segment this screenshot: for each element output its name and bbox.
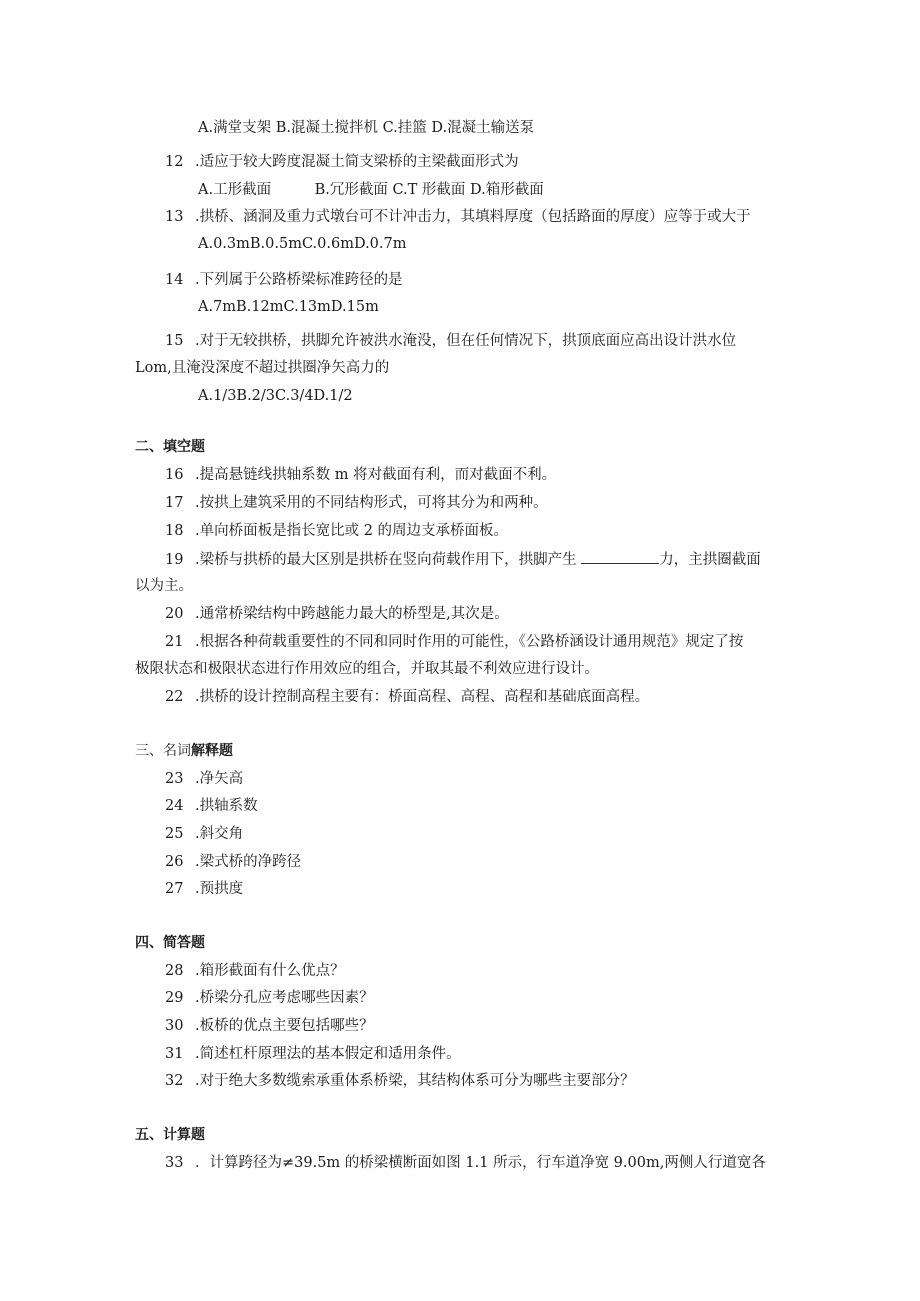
question-text: .板桥的优点主要包括哪些？ xyxy=(195,1018,374,1034)
question-13 xyxy=(165,207,751,227)
question-number: 27 xyxy=(165,881,184,897)
question-25 xyxy=(165,824,243,844)
question-27 xyxy=(165,879,243,899)
question-number: 18 xyxy=(165,523,184,539)
question-text: .提高悬链线拱轴系数 m 将对截面有利，而对截面不利。 xyxy=(195,467,557,483)
question-text: .下列属于公路桥梁标准跨径的是 xyxy=(195,272,403,288)
question-16 xyxy=(165,465,556,485)
q11-options: A.满堂支架 B.混凝土搅拌机 C.挂篮 D.混凝土输送泵 xyxy=(198,120,535,136)
question-number: 21 xyxy=(165,634,184,650)
q13-options: A.0.3mB.0.5mC.0.6mD.0.7m xyxy=(198,236,407,252)
section-heading-calculation: 五、计算题 xyxy=(135,1127,205,1143)
question-15-continued: Lom,且淹没深度不超过拱圈净矢高力的 xyxy=(135,360,390,376)
question-20 xyxy=(165,604,509,624)
question-number: 13 xyxy=(165,209,184,225)
question-text: .拱轴系数 xyxy=(195,798,258,814)
question-text: .拱桥的设计控制高程主要有：桥面高程、高程、高程和基础底面高程。 xyxy=(195,689,650,705)
question-23 xyxy=(165,769,243,789)
section-heading-part: 三、名词 xyxy=(135,743,191,759)
question-14 xyxy=(165,270,403,290)
q14-options: A.7mB.12mC.13mD.15m xyxy=(198,299,379,315)
question-text: .净矢高 xyxy=(195,771,244,787)
question-number: 25 xyxy=(165,826,184,842)
question-33 xyxy=(165,1153,766,1173)
question-number: 19 xyxy=(165,552,184,568)
question-text: .桥梁分孔应考虑哪些因素？ xyxy=(195,990,374,1006)
question-text: .根据各种荷载重要性的不同和同时作用的可能性，《公路桥涵设计通用规范》规定了按 xyxy=(195,634,744,650)
section-heading-terms xyxy=(135,741,233,761)
question-text: .梁桥与拱桥的最大区别是拱桥在竖向荷载作用下，拱脚产生 xyxy=(195,552,582,568)
question-text: .对于无较拱桥，拱脚允许被洪水淹没，但在任何情况下，拱顶底面应高出设计洪水位 xyxy=(195,333,737,349)
q12-options: A.工形截面 B.冗形截面 C.T 形截面 D.箱形截面 xyxy=(198,182,544,198)
question-32 xyxy=(165,1071,635,1091)
question-28 xyxy=(165,961,345,981)
question-26 xyxy=(165,852,301,872)
question-17 xyxy=(165,493,548,513)
question-number: 24 xyxy=(165,798,184,814)
question-15 xyxy=(165,331,736,351)
question-number: 31 xyxy=(165,1046,184,1062)
question-number: 12 xyxy=(165,154,184,170)
question-12 xyxy=(165,152,519,172)
question-text: .简述杠杆原理法的基本假定和适用条件。 xyxy=(195,1046,461,1062)
answer-blank xyxy=(581,549,659,564)
question-number: 14 xyxy=(165,272,184,288)
question-29 xyxy=(165,988,374,1008)
question-number: 28 xyxy=(165,963,184,979)
question-text: .适应于较大跨度混凝土简支梁桥的主梁截面形式为 xyxy=(195,154,519,170)
question-number: 26 xyxy=(165,854,184,870)
question-text: ．计算跨径为≠39.5m 的桥梁横断面如图 1.1 所示，行车道净宽 9.00m,两侧人行道宽各 xyxy=(195,1155,766,1171)
question-text: .单向桥面板是指长宽比或 2 的周边支承桥面板。 xyxy=(195,523,509,539)
question-text: .梁式桥的净跨径 xyxy=(195,854,302,870)
q15-options: A.1/3B.2/3C.3/4D.1/2 xyxy=(198,388,353,404)
question-number: 20 xyxy=(165,606,184,622)
question-number: 32 xyxy=(165,1073,184,1089)
question-text-tail: 力，主拱圈截面 xyxy=(659,552,761,568)
question-text: .斜交角 xyxy=(195,826,244,842)
question-19 xyxy=(165,549,761,570)
section-heading-short-answer: 四、简答题 xyxy=(135,935,205,951)
question-text: .箱形截面有什么优点？ xyxy=(195,963,345,979)
question-21-continued: 极限状态和极限状态进行作用效应的组合，并取其最不利效应进行设计。 xyxy=(135,661,599,677)
question-number: 30 xyxy=(165,1018,184,1034)
question-31 xyxy=(165,1044,461,1064)
question-text: .预拱度 xyxy=(195,881,244,897)
question-30 xyxy=(165,1016,374,1036)
question-number: 22 xyxy=(165,689,184,705)
question-22 xyxy=(165,687,649,707)
question-text: .按拱上建筑采用的不同结构形式，可将其分为和两种。 xyxy=(195,495,548,511)
question-18 xyxy=(165,521,508,541)
question-number: 29 xyxy=(165,990,184,1006)
question-text: .对于绝大多数缆索承重体系桥梁，其结构体系可分为哪些主要部分？ xyxy=(195,1073,635,1089)
question-19-continued: 以为主。 xyxy=(135,578,193,594)
section-heading-fill-blank: 二、填空题 xyxy=(135,439,205,455)
question-text: .通常桥梁结构中跨越能力最大的桥型是,其次是。 xyxy=(195,606,509,622)
question-number: 17 xyxy=(165,495,184,511)
question-text: .拱桥、涵洞及重力式墩台可不计冲击力，其填料厚度（包括路面的厚度）应等于或大于 xyxy=(195,209,751,225)
question-number: 23 xyxy=(165,771,184,787)
question-21 xyxy=(165,632,743,652)
section-heading-part-bold: 解释题 xyxy=(191,743,233,759)
question-24 xyxy=(165,796,258,816)
question-number: 15 xyxy=(165,333,184,349)
question-number: 16 xyxy=(165,467,184,483)
question-number: 33 xyxy=(165,1155,184,1171)
